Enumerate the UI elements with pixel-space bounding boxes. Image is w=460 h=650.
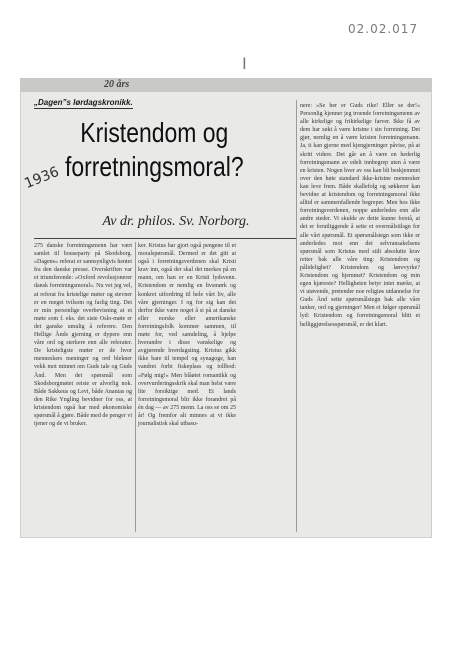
column-divider-1 [135, 242, 136, 532]
column-2-text: ker. Kristus har gjort også pengene til et moralspørsmål. Dermed er det gitt at også i forretningsverdenen skal Kristi krav inn, også der skal det merkes på en mann, om han er en Kristi lydsvenn. Kristendom er nemlig en livsmørk og konkret utfordring til hele vårt liv, alle våre gjerninger. I og for sig kan det derfor ikke være noget å si på at danske eller norske eller amerikanske forretningsfolk kommer sammen, til møte for, ved samdeling, å hjelpe hverandre i disse vanskelige og avgjørende hverdagsting. Kristus gikk ikke bare til tempel og synagoge, han vandret forbi fiskeplass og tollbod: »Følg mig!« Men blåøiet romantikk og overvurderingsskrik skal man helst være lite forsiktige med. Et lands forretningsmoral blir ikke forandret på én dag — av 275 menn. La oss se om 25 år! Og fremfor alt minnes at vi ikke journalistisk skal utbasu- [138, 243, 236, 428]
column-rubric: „Dagen”s lørdagskronikk. [34, 98, 133, 107]
page-folio: 20 års [104, 79, 130, 90]
newspaper-clipping [20, 78, 432, 538]
headline-line-2: forretningsmoral? [64, 151, 244, 182]
article-column-3 [300, 102, 420, 329]
article-headline [60, 116, 249, 184]
handwritten-year: 1936 [22, 163, 62, 193]
column-divider-2 [296, 100, 297, 532]
byline-rule [34, 238, 296, 239]
pencil-annotation: I [242, 54, 247, 73]
archive-date-stamp: 02.02.017 [348, 22, 419, 36]
headline-line-1: Kristendom og [80, 117, 229, 148]
clipping-top-strip [20, 78, 432, 92]
article-column-2 [138, 242, 236, 428]
article-column-1 [34, 242, 132, 428]
column-1-text: 275 danske forretningsmenn har vært samlet til houseparty på Skodsborg. »Dagens« referat er sannsynligvis hentet fra den danske presse. Overskriften var et triumferende: »Oxford revolusjonerer dansk forretningsmoral«. Nu vet jeg vel, at referat fra kristelige møter og stevner er en meget tvilsom og farlig ting. Det er min personlige overbevisning at et møte som f. eks. det siste Oslo-møte er det ganske umulig å referere. Den Hellige Ånds gjerning er dypere enn våre ord og sterkere enn alle referater. De kristeligste møter er de hvor menneskers meninger og ord blekner vekk mot minnet om Guds tale og Guds Ånd. Men det spørsmål som Skodsborgmøtet reiste er alvorlig nok. Både Sakkeus og Levi, både Ananias og den Rike Yngling bevidner for oss, at kristendom også har med økonomiske spørsmål å gjøre. Både med de penger vi tjener og de vi bruker. [34, 243, 132, 428]
column-3-text: nere: »Se her er Guds rike! Eller se der!« Personlig kjenner jeg troende forretningsmenn av alle kirkelige og frikirkelige farver. Ikke få av dem har søkt å være kristne i sin forretning. Det gjør, nemlig en å være kristen forretningsmann. Ja, ti kan gjerne med kjengjerninger påvise, på at skritt videre. Det går an å være en hederlig forretningsmann av edelt innbegrep uten å være en kristen. Nogen hver av oss kan bli beskjemmet over den høie standard ikke-kristne mennesker kan leve frem. Både skallefolg og søkkerer kan bevidne at kristendom og forretningsmoral ikke alltid er sammenfallende begreper. Men hos ikke forretningsverdenen, noppe anderledes enn alle andre steder. Vi skulde av dette kunne forstå, at det er forutliggende å sette et overmålstilsgn for alle vårt spørsmål. Et spørsmålstegn som ikke er anderledes mot enn det selvransakelsens spørsmål som Kristus med stilt absolutte krav retter bak alle våre ting: Kristendom og pålidelighet? Kristendom og lærevyrke? Kristendom og hjemmet? Kristendom og min egen kjæreste? Helligheten betyr intet mørke, at vi utøvende, pretender noe religiøs utdannelse for Guds Ånd sette spørsmålstegn bak alle våre tanker, ord og gjerninger! Men et følger spørsmål lyd: Kristendom og forretningsmoral blitt et helliggjørelsesspørsmål, er det klart. [300, 103, 420, 328]
article-byline: Av dr. philos. Sv. Norborg. [102, 214, 250, 229]
